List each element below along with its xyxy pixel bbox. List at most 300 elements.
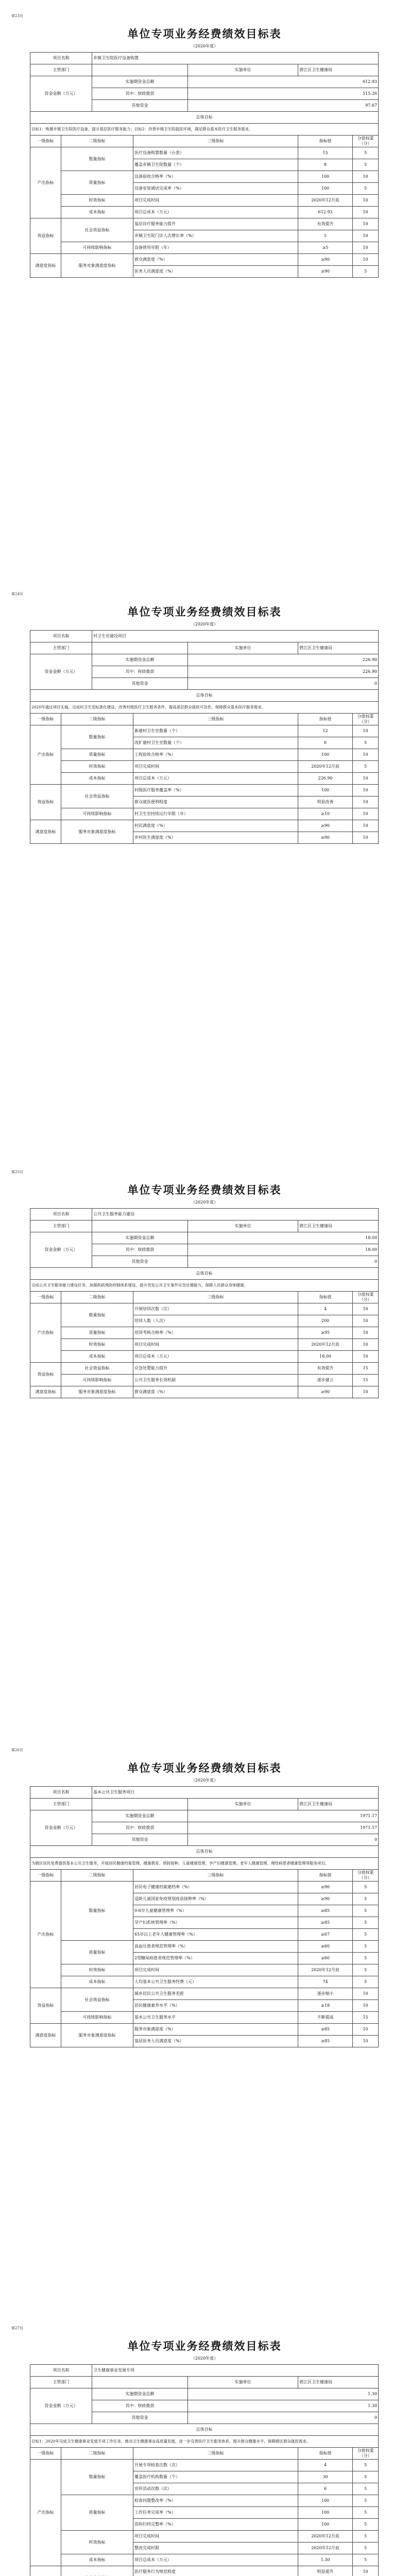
label-fiscal: 其中：财政拨款: [92, 666, 188, 678]
indicator-l1: 产出指标: [30, 147, 61, 218]
indicator-row: [30, 725, 379, 737]
indicator-l3: 培训人数（人次）: [133, 1315, 298, 1327]
indicator-l1: 产出指标: [30, 1882, 61, 1988]
indicator-l2: 时效指标: [61, 1339, 133, 1351]
sheet-year: （2020年度）: [191, 622, 218, 626]
indicator-value: 612.93: [298, 207, 353, 218]
indicator-value: 明显提升: [298, 2566, 353, 2576]
indicator-l3: 村级医疗服务覆盖率（%）: [133, 785, 298, 796]
indicator-l1: 效益指标: [30, 1363, 61, 1386]
row-indicator-header: [30, 1870, 379, 1882]
indicator-value: 有效提升: [298, 218, 353, 230]
indicator-l2: 社会效益指标: [61, 1988, 133, 2012]
indicator-score: 10: [353, 2036, 379, 2047]
header-score: 分值权重（分）: [353, 1292, 379, 1303]
indicator-value: 4: [298, 2460, 353, 2471]
indicator-value: 2020年12月底: [298, 195, 353, 207]
label-impl: 实施单位: [188, 2377, 298, 2388]
indicator-score: 5: [353, 2507, 379, 2519]
indicator-l3: 村卫生室持续运行年限（年）: [133, 808, 298, 820]
indicator-row: [30, 242, 379, 254]
label-impl: 实施单位: [188, 64, 298, 76]
label-funds: 资金金额（万元）: [30, 1810, 92, 1846]
label-project-name: 项目名称: [30, 2365, 92, 2377]
row-dept: [30, 1799, 379, 1810]
indicator-l2: [61, 2566, 133, 2576]
label-other: 其他资金: [92, 1834, 188, 1846]
indicator-score: 10: [353, 1315, 379, 1327]
indicator-l2: 质量指标: [61, 749, 133, 761]
indicator-score: 10: [353, 171, 379, 183]
indicator-score: 5: [353, 1929, 379, 1941]
row-funds-total: [30, 2388, 379, 2400]
indicator-l3: 整改完成时限: [133, 2543, 298, 2554]
indicator-score: 5: [353, 2543, 379, 2554]
sheet-title: 单位专项业务经费绩效目标表: [127, 605, 282, 618]
header-score: 分值权重（分）: [353, 2448, 379, 2460]
indicator-value: ≥10: [298, 808, 353, 820]
indicator-value: 100: [298, 183, 353, 195]
indicator-l2: 质量指标: [61, 2495, 133, 2531]
value-impl: 碧江区卫生健康局: [298, 64, 379, 76]
indicator-l3: 项目完成时间: [133, 1339, 298, 1351]
row-indicator-header: [30, 2448, 379, 2460]
sheet-year: （2020年度）: [191, 1778, 218, 1783]
indicator-l1: 满意度指标: [30, 254, 61, 278]
value-dept: [92, 642, 188, 654]
indicator-l3: 培训考核合格率（%）: [133, 1327, 298, 1339]
value-total: 18.00: [188, 1232, 379, 1244]
value-other: 97.67: [188, 100, 379, 112]
indicator-value: 5: [298, 230, 353, 242]
indicator-row: [30, 1386, 379, 1398]
indicator-value: ≥90: [298, 832, 353, 844]
value-project-name: 村卫生室建设项目: [92, 631, 379, 642]
value-goal: 目标1：购置乡镇卫生院医疗设备，提升基层医疗服务能力；目标2：改善乡镇卫生院就医环境，满足群众基本医疗卫生服务需求。: [30, 124, 379, 135]
indicator-value: ≥85: [298, 1905, 353, 1917]
indicator-l1: 效益指标: [30, 1988, 61, 2024]
indicator-value: 74: [298, 1976, 353, 1988]
indicator-score: 5: [353, 1964, 379, 1976]
indicator-value: ≥90: [298, 254, 353, 266]
label-total: 实施期资金总额: [92, 654, 188, 666]
indicator-l2: 可持续影响指标: [61, 242, 133, 254]
row-goal-label: [30, 1268, 379, 1280]
label-fiscal: 其中：财政拨款: [92, 1822, 188, 1834]
indicator-l2: 数量指标: [61, 2460, 133, 2495]
indicator-l3: 公共卫生服务长效机制: [133, 1375, 298, 1386]
indicator-l2: 社会效益指标: [61, 785, 133, 808]
indicator-value: 30: [298, 2471, 353, 2483]
performance-table: [30, 1208, 379, 1398]
label-project-name: 项目名称: [30, 1209, 92, 1221]
indicator-l3: 高血压患者规范管理率（%）: [133, 1941, 298, 1953]
indicator-value: ≥85: [298, 2024, 353, 2036]
indicator-value: 逐步缩小: [298, 1988, 353, 2000]
indicator-row: [30, 254, 379, 266]
sheet-year: （2020年度）: [191, 44, 218, 48]
indicator-l1: 效益指标: [30, 218, 61, 254]
indicator-row: [30, 1327, 379, 1339]
indicator-l3: 医疗设备购置数量（台套）: [133, 147, 298, 159]
indicator-score: 15: [353, 1363, 379, 1375]
performance-table: [30, 630, 379, 844]
indicator-l2: 服务对象满意度指标: [61, 1386, 133, 1398]
row-project-name: [30, 53, 379, 64]
indicator-l3: 开展专项检查次数（次）: [133, 2460, 298, 2471]
performance-table: [30, 52, 379, 278]
indicator-l3: 应急处置能力提升: [133, 1363, 298, 1375]
indicator-score: 10: [353, 820, 379, 832]
sheet-title: 单位专项业务经费绩效目标表: [127, 1183, 282, 1196]
indicator-l2: 质量指标: [61, 1327, 133, 1339]
report-sheet: [0, 1734, 409, 2312]
indicator-row: [30, 171, 379, 183]
indicator-l3: 65岁以上老年人健康管理率（%）: [133, 1929, 298, 1941]
row-indicator-header: [30, 714, 379, 725]
indicator-l2: 质量指标: [61, 171, 133, 195]
indicator-l3: 基层诊疗服务能力提升: [133, 218, 298, 230]
indicator-value: ≥95: [298, 1327, 353, 1339]
row-goal-text: [30, 124, 379, 135]
label-funds: 资金金额（万元）: [30, 1232, 92, 1268]
label-dept: 主管部门: [30, 642, 92, 654]
indicator-row: [30, 2554, 379, 2566]
value-total: 612.93: [188, 76, 379, 88]
indicator-value: 18.00: [298, 1351, 353, 1363]
indicator-row: [30, 2495, 379, 2507]
indicator-l2: 成本指标: [61, 2554, 133, 2566]
indicator-score: 10: [353, 230, 379, 242]
indicator-score: 5: [353, 2483, 379, 2495]
indicator-row: [30, 808, 379, 820]
header-l1: 一级指标: [30, 1292, 61, 1303]
indicator-score: 10: [353, 808, 379, 820]
indicator-l3: 项目总成本（万元）: [133, 1351, 298, 1363]
row-goal-text: [30, 1858, 379, 1870]
indicator-l1: 产出指标: [30, 1303, 61, 1363]
page-number: 第24页: [11, 592, 23, 596]
value-dept: [92, 1221, 188, 1232]
row-goal-text: [30, 2436, 379, 2448]
report-sheet: [0, 1156, 409, 1734]
header-score: 分值权重（分）: [353, 714, 379, 725]
header-value: 指标值: [298, 714, 353, 725]
header-l1: 一级指标: [30, 2448, 61, 2460]
value-total: 226.90: [188, 654, 379, 666]
indicator-score: 10: [353, 254, 379, 266]
value-goal: 完成公共卫生服务能力建设任务，加强疾病预防控制体系建设，提升突发公共卫生事件应急处置能力，保障人民群众身体健康。: [30, 1280, 379, 1292]
indicator-value: ≥5: [298, 242, 353, 254]
indicator-value: ≥85: [298, 1917, 353, 1929]
header-l3: 三级指标: [133, 714, 298, 725]
indicator-score: 5: [353, 2554, 379, 2566]
page-number: 第25页: [11, 1170, 23, 1174]
indicator-value: 明显改善: [298, 796, 353, 808]
indicator-l3: 居民电子健康档案建档率（%）: [133, 1882, 298, 1893]
header-l1: 一级指标: [30, 135, 61, 147]
indicator-l3: 人均基本公共卫生服务经费（元）: [133, 1976, 298, 1988]
indicator-l2: 时效指标: [61, 2531, 133, 2554]
indicator-score: 5: [353, 737, 379, 749]
indicator-value: ≥90: [298, 1386, 353, 1398]
indicator-l3: 覆盖乡镇卫生院数量（个）: [133, 159, 298, 171]
indicator-l3: 群众就医便利程度: [133, 796, 298, 808]
indicator-l2: 成本指标: [61, 1351, 133, 1363]
indicator-value: ≥67: [298, 1929, 353, 1941]
indicator-score: 10: [353, 207, 379, 218]
indicator-l1: 满意度指标: [30, 1386, 61, 1398]
indicator-l2: 成本指标: [61, 207, 133, 218]
header-l3: 三级指标: [133, 1870, 298, 1882]
indicator-score: 5: [353, 2519, 379, 2531]
indicator-row: [30, 2566, 379, 2576]
row-project-name: [30, 631, 379, 642]
indicator-l2: 质量指标: [61, 1941, 133, 1964]
indicator-value: 1.30: [298, 2554, 353, 2566]
indicator-row: [30, 1988, 379, 2000]
indicator-score: 5: [353, 1882, 379, 1893]
indicator-l1: 满意度指标: [30, 820, 61, 844]
label-project-name: 项目名称: [30, 53, 92, 64]
indicator-l3: 设备安装调试完成率（%）: [133, 183, 298, 195]
row-funds-total: [30, 654, 379, 666]
indicator-l2: 时效指标: [61, 1964, 133, 1976]
indicator-l3: 项目总成本（万元）: [133, 2554, 298, 2566]
header-value: 指标值: [298, 135, 353, 147]
indicator-row: [30, 1351, 379, 1363]
label-other: 其他资金: [92, 678, 188, 690]
label-total: 实施期资金总额: [92, 2388, 188, 2400]
label-goal: 总体目标: [30, 2424, 379, 2436]
indicator-score: 5: [353, 1953, 379, 1964]
indicator-score: 5: [353, 2460, 379, 2471]
indicator-l3: 覆盖医疗机构数量（个）: [133, 2471, 298, 2483]
row-goal-label: [30, 2424, 379, 2436]
indicator-score: 15: [353, 1375, 379, 1386]
indicator-value: 100: [298, 2495, 353, 2507]
label-other: 其他资金: [92, 1256, 188, 1268]
indicator-score: 5: [353, 761, 379, 773]
header-value: 指标值: [298, 2448, 353, 2460]
indicator-row: [30, 1303, 379, 1315]
indicator-score: 10: [353, 785, 379, 796]
indicator-l3: 项目完成时间: [133, 195, 298, 207]
indicator-value: 226.90: [298, 773, 353, 785]
row-goal-text: [30, 702, 379, 714]
indicator-l3: 基层医务人员满意度（%）: [133, 2036, 298, 2047]
label-funds: 资金金额（万元）: [30, 654, 92, 690]
indicator-l2: 服务对象满意度指标: [61, 254, 133, 278]
header-value: 指标值: [298, 1292, 353, 1303]
label-goal: 总体目标: [30, 112, 379, 124]
row-goal-label: [30, 1846, 379, 1858]
indicator-score: 10: [353, 1386, 379, 1398]
indicator-value: 不断提高: [298, 2012, 353, 2024]
indicator-score: 10: [353, 1327, 379, 1339]
indicator-l3: 群众满意度（%）: [133, 254, 298, 266]
header-l1: 一级指标: [30, 1870, 61, 1882]
label-total: 实施期资金总额: [92, 1232, 188, 1244]
indicator-row: [30, 1964, 379, 1976]
label-fiscal: 其中：财政拨款: [92, 2400, 188, 2412]
header-l3: 三级指标: [133, 135, 298, 147]
indicator-score: 10: [353, 242, 379, 254]
row-indicator-header: [30, 1292, 379, 1303]
label-other: 其他资金: [92, 2412, 188, 2424]
indicator-row: [30, 1882, 379, 1893]
value-impl: 碧江区卫生健康局: [298, 1221, 379, 1232]
indicator-l3: 基本公共卫生服务水平: [133, 2012, 298, 2024]
indicator-l3: 资料归档完整率（%）: [133, 2519, 298, 2531]
report-sheet: [0, 2312, 409, 2576]
indicator-l3: 医务人员满意度（%）: [133, 266, 298, 278]
indicator-score: 10: [353, 725, 379, 737]
label-impl: 实施单位: [188, 1221, 298, 1232]
value-impl: 碧江区卫生健康局: [298, 1799, 379, 1810]
indicator-l3: 群众满意度（%）: [133, 1386, 298, 1398]
row-project-name: [30, 2365, 379, 2377]
header-l2: 二级指标: [61, 1292, 133, 1303]
sheet-title: 单位专项业务经费绩效目标表: [127, 2340, 282, 2352]
indicator-l3: 乡村医生满意度（%）: [133, 832, 298, 844]
header-l2: 二级指标: [61, 135, 133, 147]
indicator-score: 10: [353, 1303, 379, 1315]
indicator-l3: 医疗服务行为规范程度: [133, 2566, 298, 2576]
header-l2: 二级指标: [61, 2448, 133, 2460]
value-goal: 2020年通过项目实施，完成村卫生室标准化建设，改善村级医疗卫生服务条件，提高基层群众就医可及性，保障群众基本医疗服务需求。: [30, 702, 379, 714]
indicator-row: [30, 147, 379, 159]
indicator-l3: 工作任务完成率（%）: [133, 2507, 298, 2519]
row-dept: [30, 1221, 379, 1232]
label-dept: 主管部门: [30, 64, 92, 76]
indicator-row: [30, 2024, 379, 2036]
indicator-row: [30, 761, 379, 773]
indicator-l3: 工程验收合格率（%）: [133, 749, 298, 761]
row-project-name: [30, 1787, 379, 1799]
indicator-row: [30, 195, 379, 207]
indicator-row: [30, 1363, 379, 1375]
row-funds-total: [30, 76, 379, 88]
indicator-value: ≥85: [298, 2036, 353, 2047]
indicator-l2: 数量指标: [61, 1303, 133, 1327]
value-project-name: 卫生健康事业发展专项: [92, 2365, 379, 2377]
label-total: 实施期资金总额: [92, 1810, 188, 1822]
indicator-score: 5: [353, 2495, 379, 2507]
indicator-row: [30, 1339, 379, 1351]
report-sheet: [0, 0, 409, 578]
indicator-score: 5: [353, 1905, 379, 1917]
indicator-score: 10: [353, 2566, 379, 2576]
indicator-l3: 孕产妇系统管理率（%）: [133, 1917, 298, 1929]
indicator-l3: 新建村卫生室数量（个）: [133, 725, 298, 737]
indicator-l3: 村民满意度（%）: [133, 820, 298, 832]
value-dept: [92, 2377, 188, 2388]
indicator-l2: 可持续影响指标: [61, 808, 133, 820]
label-impl: 实施单位: [188, 642, 298, 654]
indicator-row: [30, 2460, 379, 2471]
label-funds: 资金金额（万元）: [30, 2388, 92, 2424]
indicator-score: 10: [353, 2024, 379, 2036]
indicator-score: 10: [353, 1339, 379, 1351]
indicator-value: 2020年12月底: [298, 761, 353, 773]
indicator-score: 10: [353, 749, 379, 761]
label-fiscal: 其中：财政拨款: [92, 1244, 188, 1256]
header-l2: 二级指标: [61, 714, 133, 725]
indicator-l1: [30, 2566, 61, 2576]
value-total: 1971.17: [188, 1810, 379, 1822]
indicator-score: 5: [353, 1917, 379, 1929]
label-goal: 总体目标: [30, 690, 379, 702]
indicator-l3: 项目完成时间: [133, 2531, 298, 2543]
header-score: 分值权重（分）: [353, 135, 379, 147]
indicator-score: 15: [353, 2012, 379, 2024]
indicator-value: 逐步建立: [298, 1375, 353, 1386]
indicator-value: 8: [298, 159, 353, 171]
indicator-l3: 2型糖尿病患者规范管理率（%）: [133, 1953, 298, 1964]
indicator-score: 5: [353, 183, 379, 195]
indicator-value: 100: [298, 785, 353, 796]
indicator-l2: 时效指标: [61, 195, 133, 207]
value-goal: 为辖区居民免费提供基本公共卫生服务，开展居民健康档案管理、健康教育、预防接种、儿童健康管理、孕产妇健康管理、老年人健康管理、慢性病患者健康管理等服务项目。: [30, 1858, 379, 1870]
indicator-l1: 产出指标: [30, 725, 61, 785]
row-dept: [30, 2377, 379, 2388]
indicator-score: 5: [353, 1893, 379, 1905]
row-funds-total: [30, 1232, 379, 1244]
indicator-l3: 检查问题整改率（%）: [133, 2495, 298, 2507]
indicator-l3: 乡镇卫生院门诊人次增长率（%）: [133, 230, 298, 242]
label-goal: 总体目标: [30, 1268, 379, 1280]
row-goal-text: [30, 1280, 379, 1292]
indicator-value: 2020年12月底: [298, 2531, 353, 2543]
indicator-value: 2020年12月底: [298, 1964, 353, 1976]
indicator-l3: 项目完成时间: [133, 761, 298, 773]
sheet-title: 单位专项业务经费绩效目标表: [127, 1761, 282, 1774]
indicator-score: 10: [353, 1351, 379, 1363]
label-fiscal: 其中：财政拨款: [92, 88, 188, 100]
indicator-l3: 项目总成本（万元）: [133, 207, 298, 218]
value-fiscal: 515.26: [188, 88, 379, 100]
value-other: 0: [188, 1256, 379, 1268]
value-dept: [92, 1799, 188, 1810]
indicator-value: ≥90: [298, 1893, 353, 1905]
label-project-name: 项目名称: [30, 1787, 92, 1799]
value-project-name: 公共卫生服务能力建设: [92, 1209, 379, 1221]
indicator-l3: 设备验收合格率（%）: [133, 171, 298, 183]
label-total: 实施期资金总额: [92, 76, 188, 88]
sheet-year: （2020年度）: [191, 2356, 218, 2361]
indicator-l2: 成本指标: [61, 1976, 133, 1988]
indicator-l3: 城乡居民公共卫生服务差距: [133, 1988, 298, 2000]
indicator-value: ≥90: [298, 266, 353, 278]
page-number: 第27页: [11, 2326, 23, 2330]
indicator-l2: 社会效益指标: [61, 1363, 133, 1375]
label-other: 其他资金: [92, 100, 188, 112]
value-other: 0: [188, 678, 379, 690]
indicator-row: [30, 773, 379, 785]
indicator-l3: 0-6岁儿童健康管理率（%）: [133, 1905, 298, 1917]
indicator-l3: 项目完成时间: [133, 1964, 298, 1976]
indicator-row: [30, 207, 379, 218]
indicator-row: [30, 820, 379, 832]
indicator-value: 6: [298, 2483, 353, 2495]
indicator-score: 10: [353, 773, 379, 785]
value-project-name: 基本公共卫生服务项目: [92, 1787, 379, 1799]
indicator-l2: 服务对象满意度指标: [61, 820, 133, 844]
indicator-score: 10: [353, 218, 379, 230]
indicator-l3: 开展培训次数（次）: [133, 1303, 298, 1315]
value-impl: 碧江区卫生健康局: [298, 2377, 379, 2388]
